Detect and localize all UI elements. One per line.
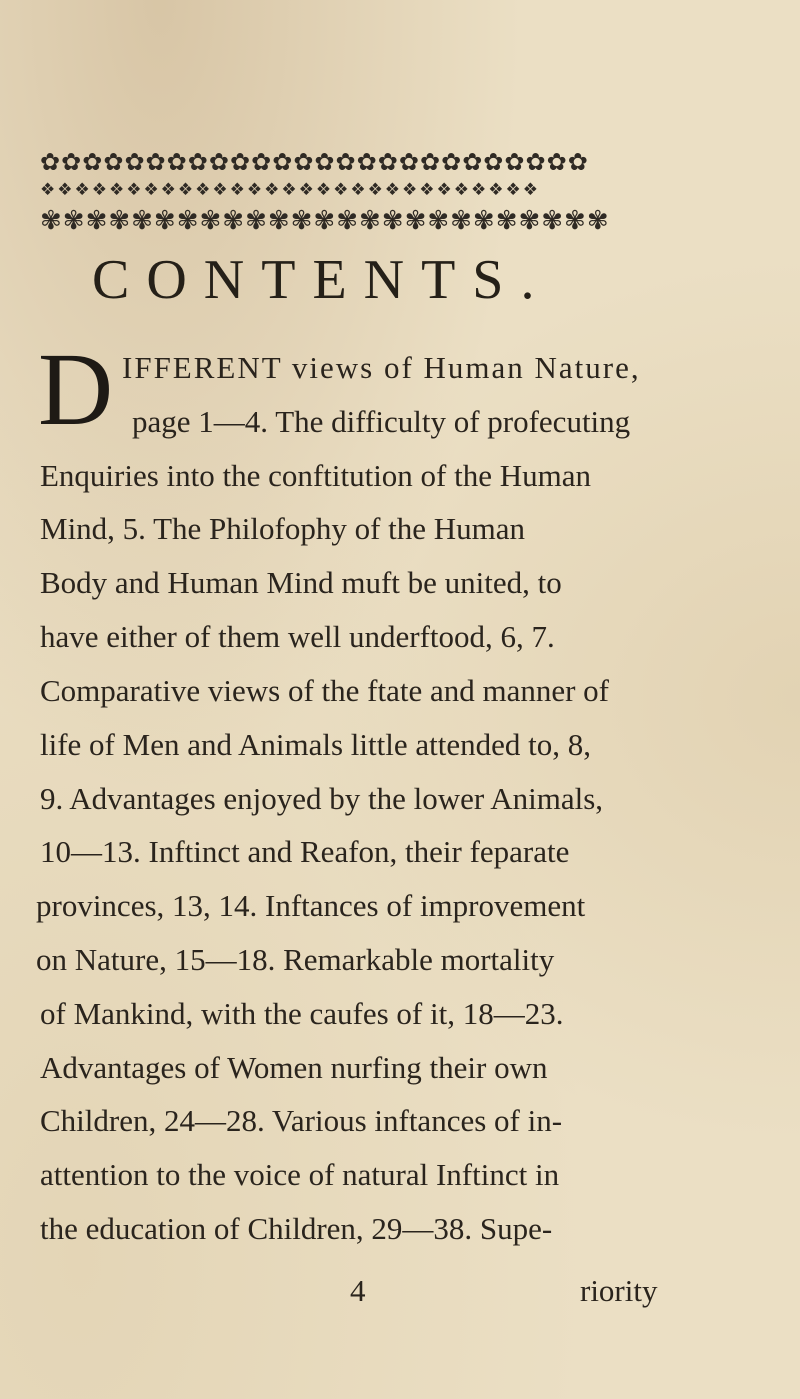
- text-line-9: 9. Advantages enjoyed by the lower Animals,: [40, 781, 604, 816]
- text-line-10: 10—13. Inftinct and Reafon, their feparate: [40, 834, 570, 869]
- page-title: CONTENTS.: [92, 249, 552, 311]
- ornament-band-top: ✿✿✿✿✿✿✿✿✿✿✿✿✿✿✿✿✿✿✿✿✿✿✿✿✿✿: [40, 148, 589, 176]
- text-line-11: provinces, 13, 14. Inftances of improvement: [36, 888, 586, 923]
- text-line-1: IFFERENT views of Human Nature,: [122, 350, 641, 385]
- text-line-12: on Nature, 15—18. Remarkable mortality: [36, 942, 555, 977]
- ornament-band-middle: ❖❖❖❖❖❖❖❖❖❖❖❖❖❖❖❖❖❖❖❖❖❖❖❖❖❖❖❖❖: [40, 180, 540, 200]
- text-line-8: life of Men and Animals little attended to, 8,: [40, 727, 591, 762]
- ornament-band-bottom: ✾✾✾✾✾✾✾✾✾✾✾✾✾✾✾✾✾✾✾✾✾✾✾✾✾: [40, 206, 610, 236]
- text-line-6: have either of them well underftood, 6, 7.: [40, 619, 555, 654]
- text-line-3: Enquiries into the conftitution of the Human: [40, 458, 592, 493]
- catchword: riority: [580, 1273, 658, 1308]
- text-line-16: attention to the voice of natural Inftinct in: [40, 1157, 560, 1192]
- text-line-14: Advantages of Women nurfing their own: [40, 1050, 548, 1085]
- text-line-2: page 1—4. The difficulty of profecuting: [132, 404, 631, 439]
- text-line-4: Mind, 5. The Philofophy of the Human: [40, 511, 526, 546]
- text-line-17: the education of Children, 29—38. Supe-: [40, 1211, 553, 1246]
- signature-mark: 4: [350, 1273, 366, 1308]
- text-line-7: Comparative views of the ftate and manner of: [40, 673, 609, 708]
- text-line-5: Body and Human Mind muft be united, to: [40, 565, 562, 600]
- text-line-15: Children, 24—28. Various inftances of in-: [40, 1103, 563, 1138]
- drop-cap: D: [38, 332, 114, 447]
- text-line-13: of Mankind, with the caufes of it, 18—23.: [40, 996, 564, 1031]
